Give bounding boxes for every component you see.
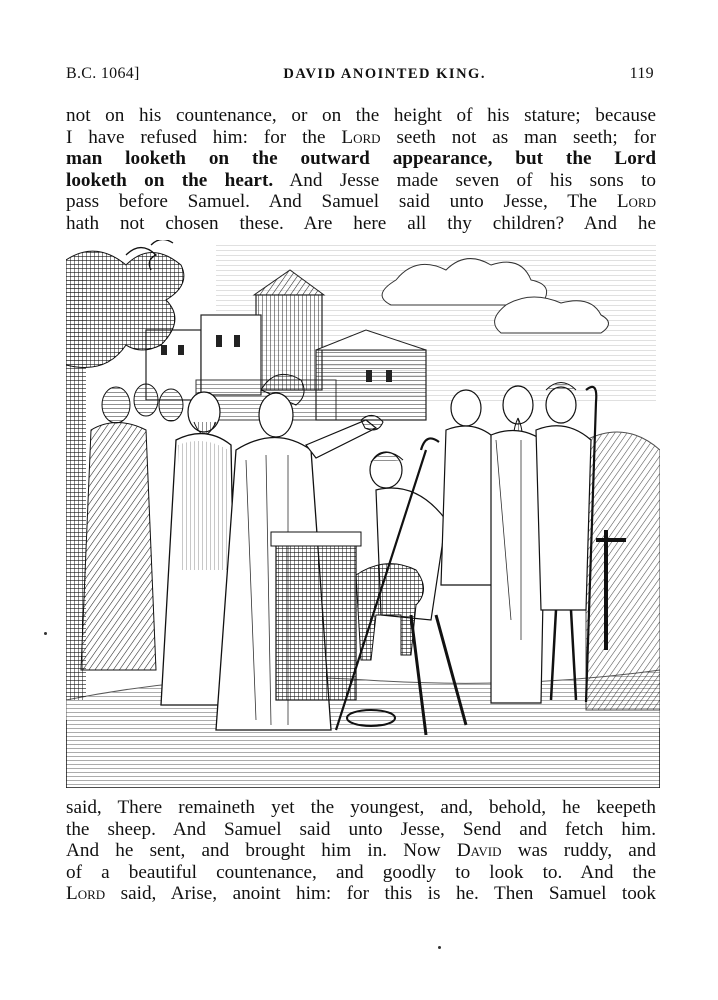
header-era-date: B.C. 1064] bbox=[66, 65, 140, 82]
text-line: pass before Samuel. And Samuel said unto Jesse, The Lord bbox=[66, 191, 656, 212]
text-line: And he sent, and brought him in. Now David was ruddy, and bbox=[66, 840, 656, 861]
page-number: 119 bbox=[629, 65, 654, 82]
print-speck bbox=[44, 632, 47, 635]
text-line: hath not chosen these. Are here all thy children? And he bbox=[66, 212, 656, 234]
chapter-title: DAVID ANOINTED KING. bbox=[283, 65, 486, 82]
print-speck bbox=[438, 946, 441, 949]
paragraph-bottom bbox=[66, 797, 656, 905]
text-line: said, There remaineth yet the youngest, and, behold, he keepeth bbox=[66, 797, 656, 818]
text-line: looketh on the heart. And Jesse made seven of his sons to bbox=[66, 169, 657, 191]
text-line: of a beautiful countenance, and goodly to look to. And the bbox=[66, 861, 656, 883]
text-line-bold: man looketh on the outward appearance, but the Lord bbox=[66, 148, 656, 169]
running-head bbox=[66, 62, 654, 86]
text-line: Lord said, Arise, anoint him: for this is he. Then Samuel took bbox=[66, 883, 656, 904]
paragraph-top bbox=[66, 105, 656, 234]
text-line: not on his countenance, or on the height of his stature; because bbox=[66, 105, 656, 126]
text-line: the sheep. And Samuel said unto Jesse, Send and fetch him. bbox=[66, 818, 656, 840]
engraving-samuel-anoints-david bbox=[66, 240, 660, 788]
text-line: I have refused him: for the Lord seeth not as man seeth; for bbox=[66, 126, 656, 148]
